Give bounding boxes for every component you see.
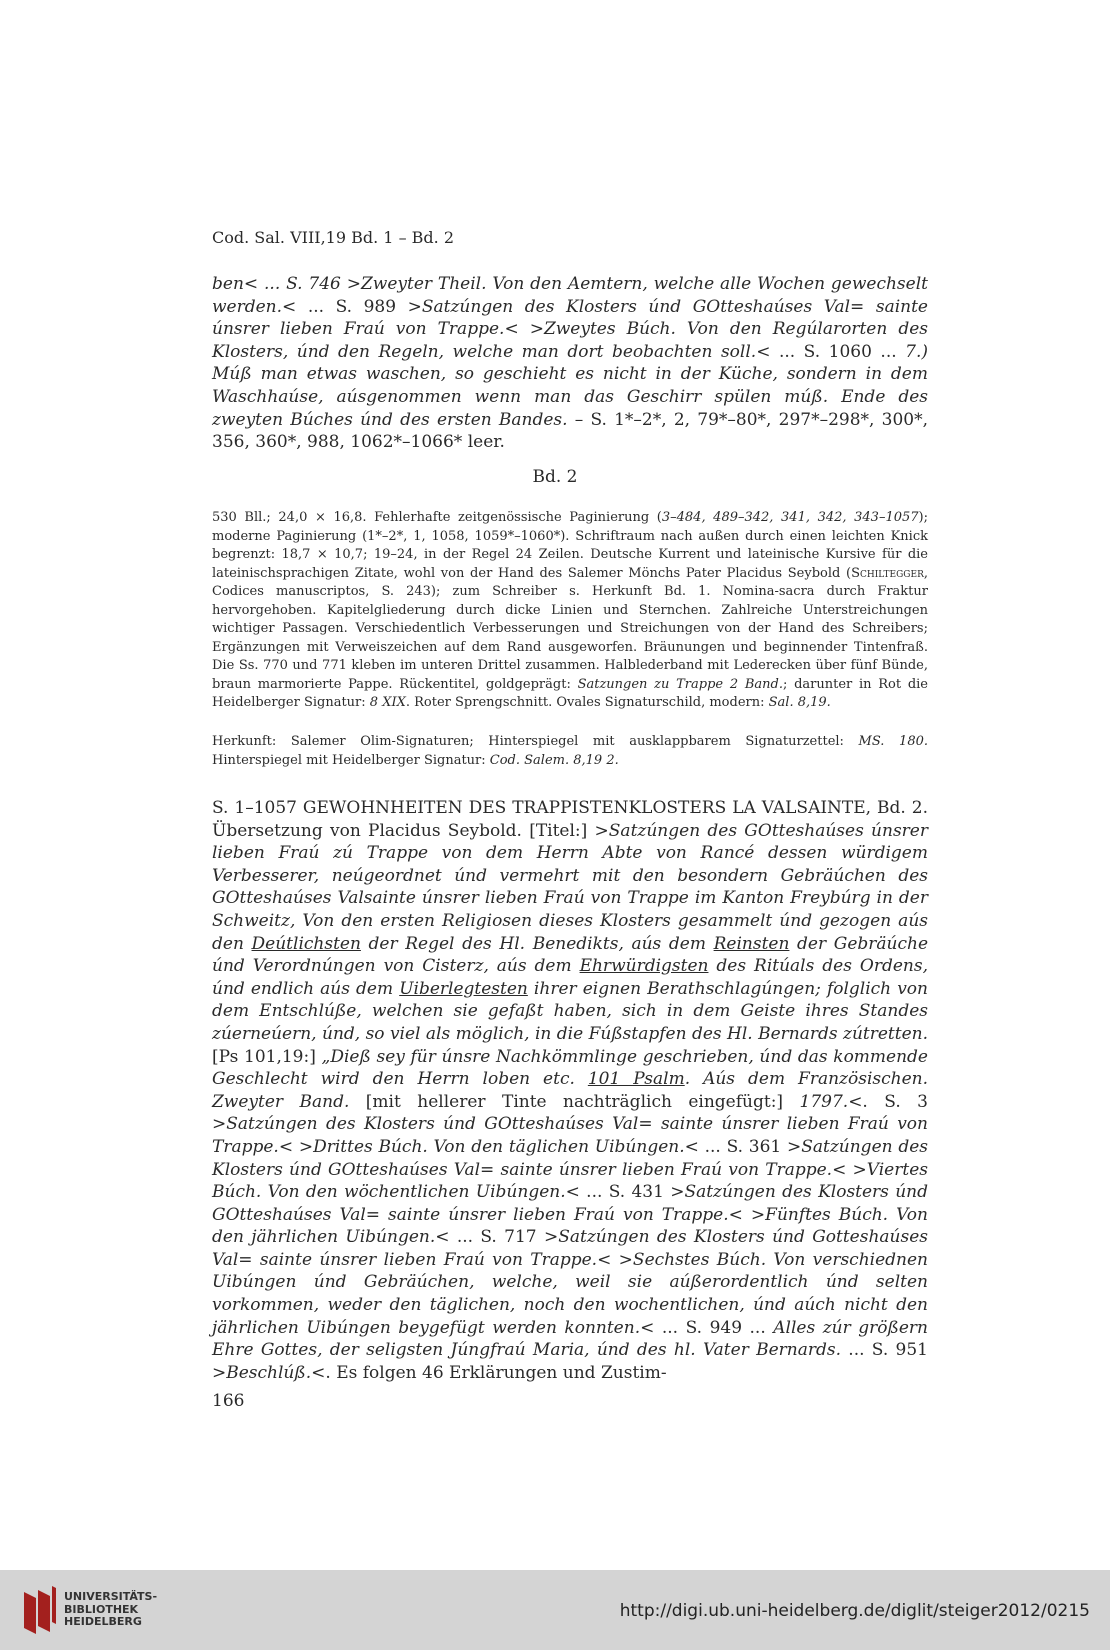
text-run: 3–484, 489–342, 341, 342, 343–1057 xyxy=(661,510,919,525)
text-run: Satzúngen des Klosters únd GOtteshaúses Val= sainte únsrer lieben Fraú von Trappe. xyxy=(212,1114,928,1157)
text-run: < ... S. 431 > xyxy=(565,1182,685,1203)
text-run: Fünftes Búch. Von den jährlichen Uibúngen. xyxy=(212,1204,928,1248)
text-run: . Aús dem Französischen. Zweyter Band. xyxy=(212,1069,929,1112)
text-run: Satzúngen des GOtteshaúses únsrer lieben Fraú zú Trappe von dem Herrn Abte von Rancé dessen würdigem Verbesserer, neúgeordnet únd vermehrt mit den besondern Gebräúchen des GOtteshaúses Valsainte únsrer lieben Fraú von Trappe im Kanton Freybúrg in der Schweitz, Von den ersten Religiosen dieses Klosters gesammelt únd gezogen aús den xyxy=(212,820,928,954)
footer-bar xyxy=(0,1570,1110,1650)
text-run: < > xyxy=(597,1249,633,1270)
text-run: Alles zúr größern Ehre Gottes, der seligsten Júngfraú Maria, únd des hl. Vater Bernards. xyxy=(212,1317,929,1361)
permalink-url[interactable]: http://digi.ub.uni-heidelberg.de/diglit/steiger2012/0215 xyxy=(619,1601,1090,1621)
paragraph-contents-vol2 xyxy=(212,797,928,1384)
text-run: Sechstes Búch. Von verschiednen Uibúngen únd Gebräúchen, welche, weil sie aúßerordentlich únd selten vorkommen, weder den täglichen, noch den wochentlichen, únd aúch nicht den jährlichen Uibúngen beygefügt werden konnten. xyxy=(212,1249,928,1338)
text-run: S. 1–1057 GEWOHNHEITEN DES TRAPPISTENKLOSTERS LA VALSAINTE, Bd. 2. Übersetzung von Placidus Seybold. [Titel:] > xyxy=(212,798,928,841)
text-run: MS. 180. xyxy=(858,734,928,749)
text-run: Sal. 8,19. xyxy=(768,695,831,710)
text-run: 8 XIX xyxy=(369,695,406,710)
text-run: Satzúngen des Klosters únd GOtteshaúses Val= sainte únsrer lieben Fraú von Trappe. xyxy=(212,296,928,340)
text-run: Satzúngen des Klosters únd Gotteshaúses Val= sainte únsrer lieben Fraú von Trappe. xyxy=(212,1227,928,1270)
text-run: Beschlúß. xyxy=(226,1362,312,1383)
text-run: der Regel des Hl. Benedikts, aús dem xyxy=(360,933,714,954)
text-run: [Ps 101,19:] xyxy=(212,1046,322,1067)
text-run: <. Es folgen 46 Erklärungen und Zustim- xyxy=(311,1362,667,1383)
text-run: Zweytes Búch. Von den Regúlarorten des Klosters, únd den Regeln, welche man dort beobachten soll. xyxy=(212,319,928,362)
text-run: Satzúngen des Klosters únd GOtteshaúses Val= sainte únsrer lieben Fraú von Trappe. xyxy=(212,1182,928,1225)
text-run: Reinsten xyxy=(713,933,790,954)
text-run: < ... S. 717 > xyxy=(435,1227,559,1248)
text-run: 7.) Múß man etwas waschen, so geschieht es nicht in der Küche, sondern in dem Waschhaúse, aúsgenommen wenn man das Geschirr spülen múß. Ende des zweyten Búches únd des ersten Bandes. xyxy=(212,341,928,430)
text-run: Uiberlegtesten xyxy=(399,978,528,999)
text-run: Schiltegger xyxy=(851,565,924,581)
text-run: der Gebräúche únd Verordnúngen von Cisterz, aús dem xyxy=(212,933,929,977)
text-run: < > xyxy=(832,1159,867,1180)
text-run: 101 Psalm xyxy=(587,1069,685,1090)
paragraph-contents-vol1-end xyxy=(212,273,928,454)
text-run: Viertes Búch. Von den wöchentlichen Uibúngen. xyxy=(212,1159,928,1203)
text-run: < ... S. 1060 ... xyxy=(756,341,906,362)
text-run: < > xyxy=(728,1204,766,1225)
text-run: < ... S. 361 > xyxy=(684,1136,802,1157)
text-run: Ehrwürdigsten xyxy=(579,956,709,977)
text-run: . Roter Sprengschnitt. Ovales Signaturschild, modern: xyxy=(405,695,769,710)
text-run: 530 Bll.; 24,0 × 16,8. Fehlerhafte zeitgenössische Paginierung ( xyxy=(212,510,662,525)
text-run: Satzúngen des Klosters únd GOtteshaúses Val= sainte únsrer lieben Fraú von Trappe. xyxy=(212,1136,928,1180)
text-run: 1797. xyxy=(799,1091,849,1112)
text-run: Herkunft: Salemer Olim-Signaturen; Hinterspiegel mit ausklappbarem Signaturzettel: xyxy=(212,734,859,749)
paragraph-physical-description xyxy=(212,509,928,713)
text-run: „Dieß sey für únsre Nachkömmlinge geschrieben, únd das kommende Geschlecht wird den Herrn loben etc. xyxy=(212,1046,928,1090)
page-number: 166 xyxy=(212,1391,245,1411)
text-run: < ... S. 989 > xyxy=(282,296,422,317)
text-run: ben< ... S. 746 > xyxy=(212,274,361,294)
text-run: <. S. 3 > xyxy=(212,1091,928,1135)
text-run: ); moderne Paginierung (1*–2*, 1, 1058, 1059*–1060*). Schriftraum nach außen durch einen leichten Knick begrenzt: 18,7 × 10,7; 19–24, in der Regel 24 Zeilen. Deutsche Kurrent und lateinische Kursive für die lateinischsprachigen Zitate, wohl von der Hand des Salemer Mönchs Pater Placidus Seybold ( xyxy=(212,510,928,581)
text-run: ihrer eignen Berathschlagúngen; folglich von dem Entschlúße, welchen sie gefaßt haben, sich in dem Geiste ihres Standes zúerneúern, únd, so viel als möglich, in die Fúßstapfen des Hl. Bernards zútretten. xyxy=(212,978,928,1044)
text-run: ... S. 951 > xyxy=(212,1340,928,1383)
paragraph-provenance xyxy=(212,733,928,770)
text-run: Cod. Salem. 8,19 2. xyxy=(489,752,619,768)
text-run: < > xyxy=(504,319,544,340)
text-run: Drittes Búch. Von den täglichen Uibúngen. xyxy=(313,1136,685,1157)
library-logo-text[interactable] xyxy=(64,1591,157,1629)
text-run: < > xyxy=(278,1136,314,1157)
text-run: [mit hellerer Tinte nachträglich eingefügt:] xyxy=(349,1091,800,1112)
text-run: des Ritúals des Ordens, únd endlich aús dem xyxy=(212,956,928,999)
running-head: Cod. Sal. VIII,19 Bd. 1 – Bd. 2 xyxy=(212,228,454,247)
text-run: – S. 1*–2*, 2, 79*–80*, 297*–298*, 300*, 356, 360*, 988, 1062*–1066* leer. xyxy=(212,409,928,453)
text-run: Hinterspiegel mit Heidelberger Signatur: xyxy=(212,752,490,768)
logo-line: UNIVERSITÄTS- xyxy=(64,1590,158,1603)
text-run: Satzungen zu Trappe 2 Band. xyxy=(577,676,783,692)
logo-line: HEIDELBERG xyxy=(64,1615,142,1628)
logo-line: BIBLIOTHEK xyxy=(64,1602,139,1616)
text-run: Zweyter Theil. Von den Aemtern, welche alle Wochen gewechselt werden. xyxy=(212,274,928,317)
library-logo-icon[interactable] xyxy=(22,1584,58,1636)
text-run: < ... S. 949 ... xyxy=(640,1317,774,1338)
text-run: , Codices manuscriptos, S. 243); zum Schreiber s. Herkunft Bd. 1. Nomina-sacra durch Fraktur hervorgehoben. Kapitelgliederung durch dicke Linien und Sternchen. Zahlreiche Unterstreichungen wichtiger Passagen. Verschiedentlich Verbesserungen und Streichungen von der Hand des Schreibers; Ergänzungen mit Verweiszeichen auf dem Rand ausgeworfen. Bräunungen und beginnender Tintenfraß. Die Ss. 770 und 771 kleben im unteren Drittel zusammen. Halblederband mit Lederecken über fünf Bünde, braun marmorierte Pappe. Rückentitel, goldgeprägt: xyxy=(212,565,928,692)
text-run: Deútlichsten xyxy=(251,933,361,954)
text-run: ; darunter in Rot die Heidelberger Signatur: xyxy=(212,676,928,710)
volume-heading: Bd. 2 xyxy=(532,467,578,487)
